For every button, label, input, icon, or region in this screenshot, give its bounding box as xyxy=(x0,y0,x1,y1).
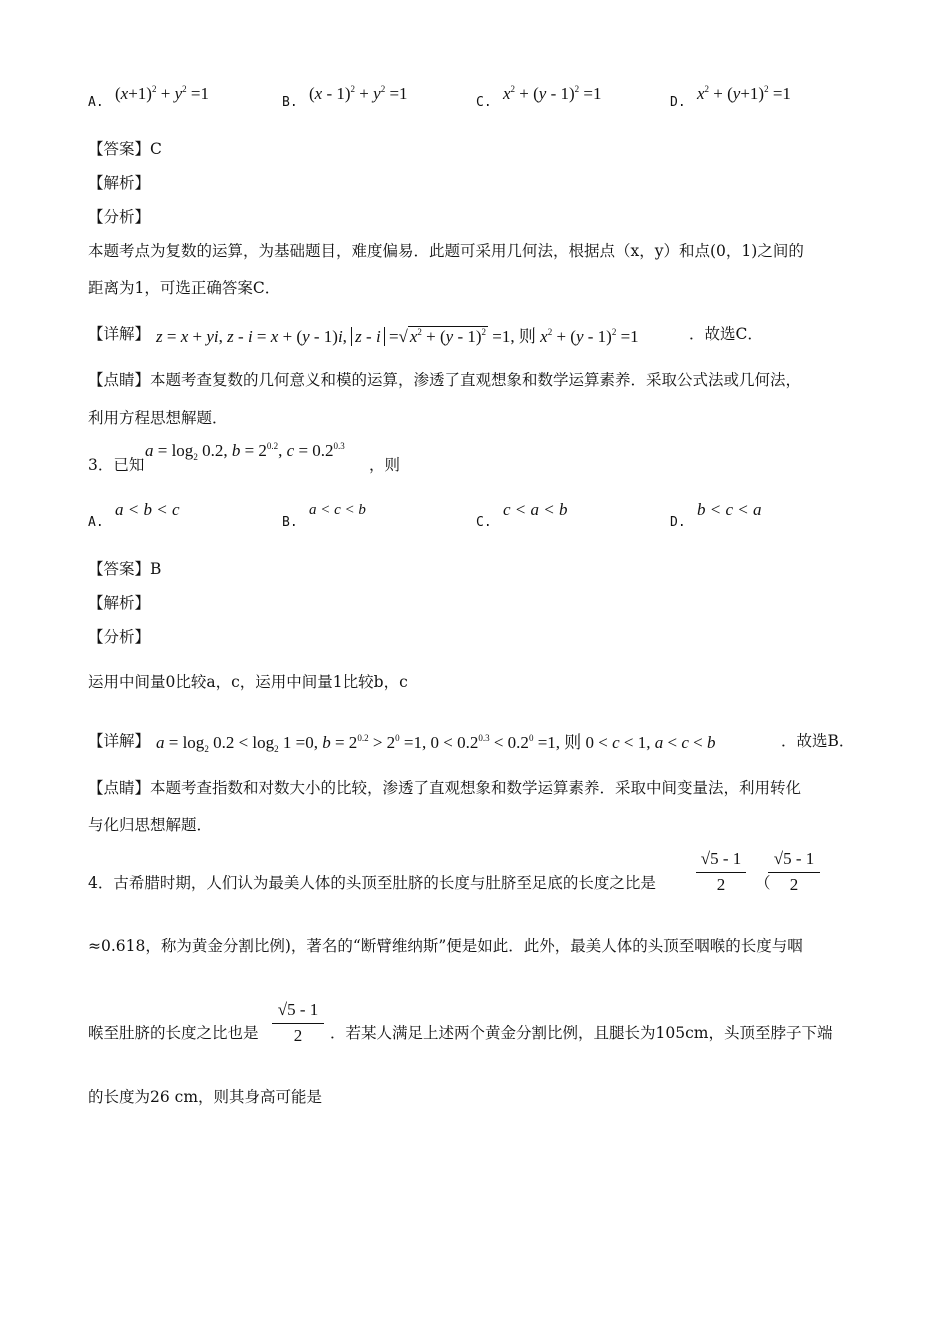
q4-frac-num-2: √5 - 1 xyxy=(773,849,815,868)
q3-option-d-letter: D. xyxy=(670,515,686,530)
q3-analysis-label: 【解析】 xyxy=(88,594,151,612)
q3-fenxi-label: 【分析】 xyxy=(88,628,151,646)
q3-option-b-letter: B. xyxy=(282,515,298,530)
q3-option-a-expr: a < b < c xyxy=(115,500,180,519)
q2-comment-line1: 【点睛】本题考查复数的几何意义和模的运算，渗透了直观想象和数学运算素养．采取公式法或几何法， xyxy=(88,371,802,389)
q3-stem-suffix: ，则 xyxy=(369,456,401,474)
q3-option-a-letter: A. xyxy=(88,515,104,530)
q2-fenxi-line2: 距离为1，可选正确答案C． xyxy=(88,279,281,297)
q2-comment-line2: 利用方程思想解题． xyxy=(88,409,228,427)
q2-option-c-letter: C. xyxy=(476,95,492,110)
q4-golden-fraction-1 xyxy=(696,849,746,895)
q4-line1: 4．古希腊时期，人们认为最美人体的头顶至肚脐的长度与肚脐至足底的长度之比是 xyxy=(88,874,656,892)
q3-option-d-expr: b < c < a xyxy=(697,500,762,519)
q2-option-c-expr: $x^2 + (y - 1)^2 =1$ xyxy=(503,84,602,103)
q2-analysis-label: 【解析】 xyxy=(88,174,151,192)
q2-option-b-letter: B. xyxy=(282,95,298,110)
q4-frac-den-1: 2 xyxy=(716,875,726,894)
q4-paren-open: （ xyxy=(755,874,771,892)
q4-golden-fraction-2 xyxy=(768,849,820,895)
q4-frac-den-3: 2 xyxy=(293,1026,303,1045)
q2-answer: 【答案】C xyxy=(88,140,162,158)
q3-option-c-expr: c < a < b xyxy=(503,500,568,519)
q3-stem-prefix: 3．已知 xyxy=(88,456,145,474)
q3-detail-label: 【详解】 xyxy=(88,732,151,750)
q2-option-a-letter: A. xyxy=(88,95,104,110)
q3-answer: 【答案】B xyxy=(88,560,162,578)
q3-comment-line1: 【点睛】本题考查指数和对数大小的比较，渗透了直观想象和数学运算素养．采取中间变量法，利用转化 xyxy=(88,779,802,797)
q4-line3-prefix: 喉至肚脐的长度之比也是 xyxy=(88,1024,259,1042)
q2-option-d-letter: D. xyxy=(670,95,686,110)
q3-detail-tail: ．故选B． xyxy=(781,732,855,750)
q2-fenxi-label: 【分析】 xyxy=(88,208,151,226)
q4-frac-num-1: √5 - 1 xyxy=(700,849,742,868)
q3-comment-line2: 与化归思想解题． xyxy=(88,816,213,834)
q3-fenxi-text: 运用中间量0比较a，c，运用中间量1比较b，c xyxy=(88,673,408,691)
q4-line3-suffix: ．若某人满足上述两个黄金分割比例，且腿长为105cm，头顶至脖子下端 xyxy=(330,1024,833,1042)
q3-detail-expr: $a = \log_2 0.2 < \log_2 1 =0$, $b = 2^{0.2} > 2^0 =1$, $0 < 0.2^{0.3} < 0.2^0 =1$, 则 0 < c < 1, a < c < b xyxy=(156,733,716,754)
q4-line2: ≈0.618，称为黄金分割比例)，著名的“断臂维纳斯”便是如此．此外，最美人体的头顶至咽喉的长度与咽 xyxy=(88,937,803,955)
q4-frac-num-3: √5 - 1 xyxy=(277,1000,319,1019)
q2-detail-label: 【详解】 xyxy=(88,325,151,343)
q2-option-a-expr: $(x+1)^2 + y^2 =1$ xyxy=(115,84,209,103)
q4-golden-fraction-3 xyxy=(272,1000,324,1046)
q2-detail-expr: z = x + yi, z - i = x + (y - 1)i, z - i =√ $x^2 + (y - 1)^2 =1$, 则 $x^2 + (y - 1)^2 =1$ xyxy=(156,327,639,346)
q3-option-c-letter: C. xyxy=(476,515,492,530)
q2-option-d-expr: $x^2 + (y+1)^2 =1$ xyxy=(697,84,791,103)
q3-stem-expr: $a = \log_2 0.2$, $b = 2^{0.2}$, $c = 0.2^{0.3}$ xyxy=(145,441,345,462)
q2-detail-tail: ．故选C． xyxy=(689,325,763,343)
q2-option-b-expr: $(x - 1)^2 + y^2 =1$ xyxy=(309,84,408,103)
q4-frac-den-2: 2 xyxy=(789,875,799,894)
q3-option-b-expr: a < c < b xyxy=(309,502,366,518)
q2-fenxi-line1: 本题考点为复数的运算，为基础题目，难度偏易．此题可采用几何法，根据点（x，y）和点(0，1)之间的 xyxy=(88,242,804,260)
q4-line4: 的长度为26 cm，则其身高可能是 xyxy=(88,1088,323,1106)
